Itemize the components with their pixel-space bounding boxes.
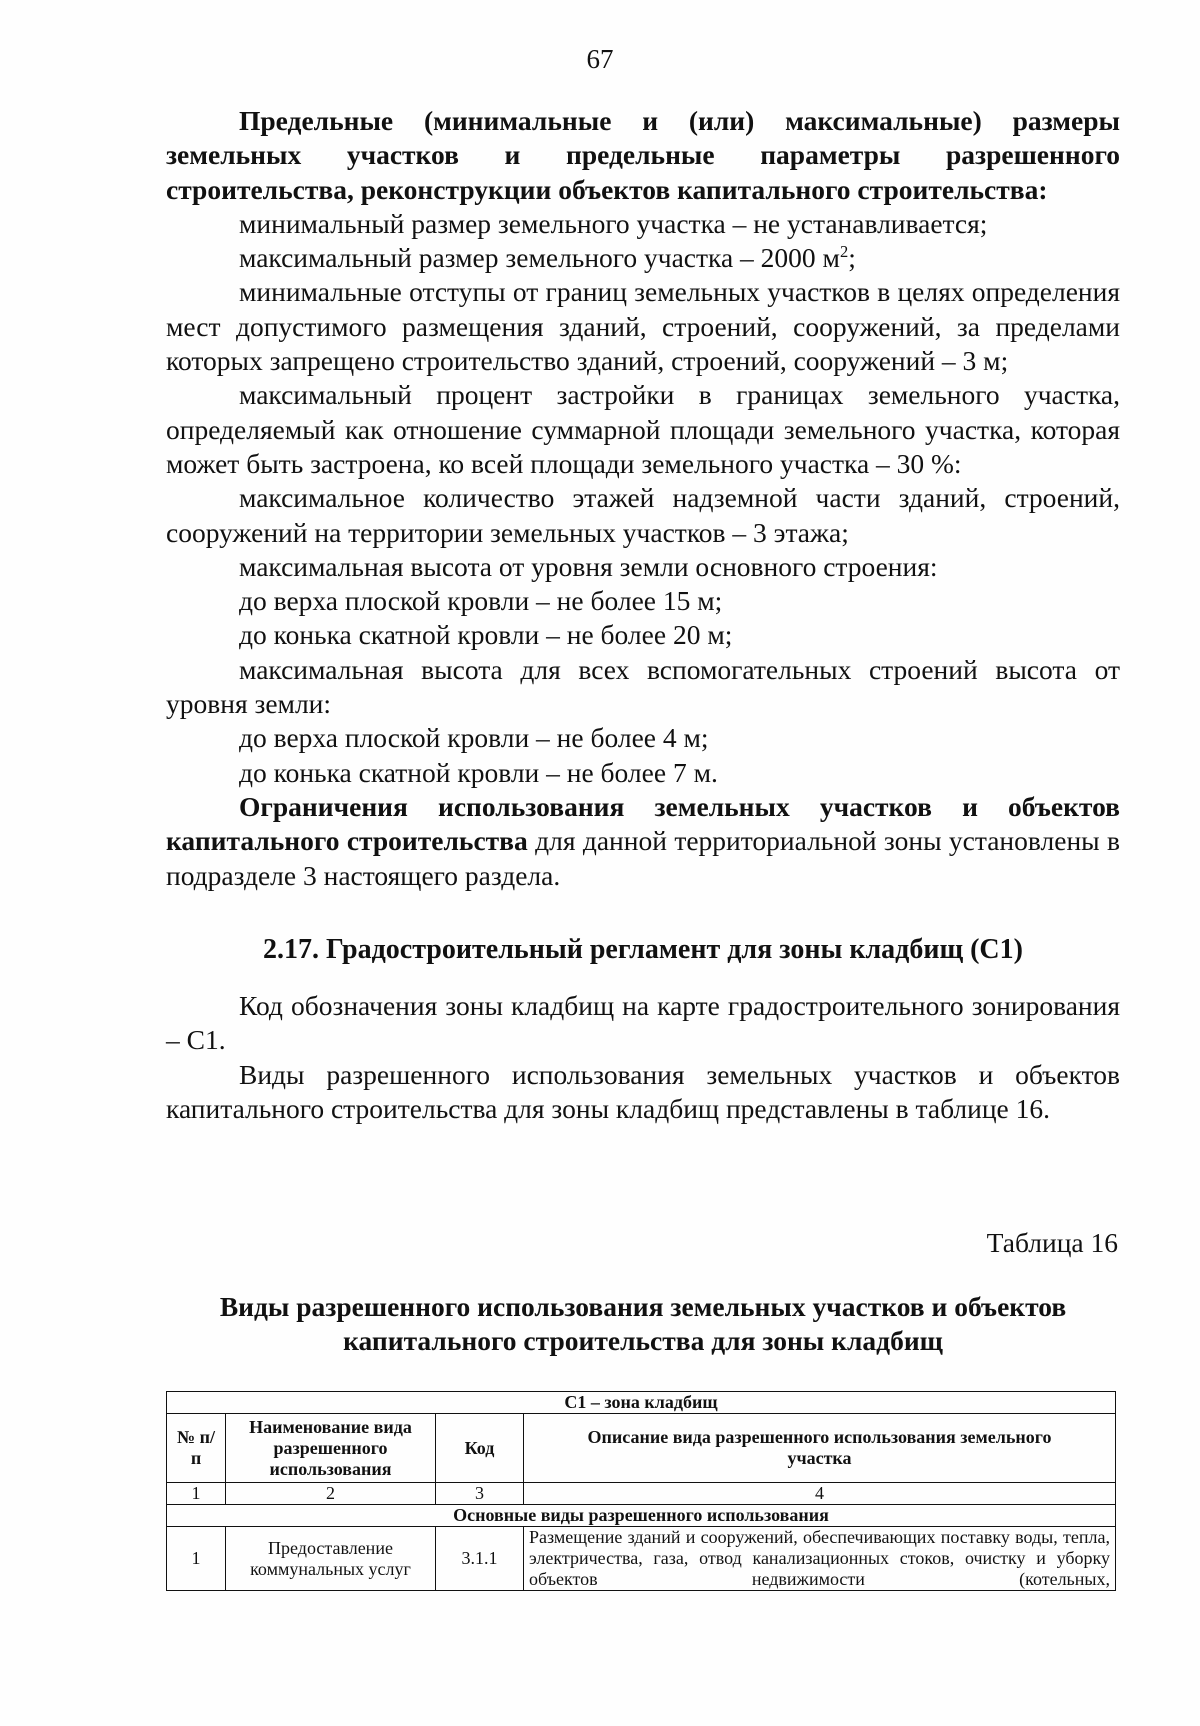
- row-code: 3.1.1: [436, 1527, 524, 1591]
- param-setbacks: минимальные отступы от границ земельных участков в целях определения мест допустимого размещения зданий, строений, сооружений, за пределами которых запрещено строительство зданий, строений, сооружений – 3 м;: [166, 276, 1120, 377]
- header-code: Код: [436, 1414, 524, 1483]
- param-aux-flat: до верха плоской кровли – не более 4 м;: [239, 722, 709, 754]
- section-title: 2.17. Градостроительный регламент для зоны кладбищ (С1): [263, 933, 1023, 965]
- header-num: № п/п: [167, 1414, 226, 1483]
- zone-code-paragraph: Код обозначения зоны кладбищ на карте градостроительного зонирования – С1.: [166, 990, 1120, 1056]
- group-row: [167, 1505, 1116, 1527]
- document-body: [166, 104, 1120, 1126]
- zone-row: [167, 1392, 1116, 1414]
- row-desc: Размещение зданий и сооружений, обеспечивающих поставку воды, тепла, электричества, газа, отвод канализационных стоков, очистку и уборку объектов недвижимости (котельных,: [524, 1527, 1116, 1591]
- param-main-height: максимальная высота от уровня земли основного строения:: [239, 550, 938, 582]
- column-numbers-row: [167, 1483, 1116, 1505]
- row-num: 1: [167, 1527, 226, 1591]
- col-number: 1: [167, 1483, 226, 1505]
- table-number: Таблица 16: [986, 1227, 1118, 1258]
- row-name: Предоставление коммунальных услуг: [226, 1527, 436, 1591]
- land-use-table: [166, 1391, 1116, 1591]
- param-main-pitched: до конька скатной кровли – не более 20 м;: [239, 619, 733, 651]
- param-floors: максимальное количество этажей надземной части зданий, строений, сооружений на территории земельных участков – 3 этажа;: [166, 482, 1120, 548]
- restrictions-paragraph: Ограничения использования земельных участков и объектов капитального строительства для данной территориальной зоны установлены в подразделе 3 настоящего раздела.: [166, 790, 1120, 891]
- col-number: 2: [226, 1483, 436, 1505]
- group-main-cell: Основные виды разрешенного использования: [167, 1505, 1116, 1527]
- param-coverage: максимальный процент застройки в границах земельного участка, определяемый как отношение суммарной площади земельного участка, которая может быть застроена, ко всей площади земельного участка – 30 %:: [166, 379, 1120, 479]
- header-desc: Описание вида разрешенного использования земельного участка: [524, 1414, 1116, 1483]
- params-heading: Предельные (минимальные и (или) максимальные) размеры земельных участков и предельные параметры разрешенного строительства, реконструкции объектов капитального строительства:: [166, 105, 1120, 205]
- header-name: Наименование вида разрешенного использования: [226, 1414, 436, 1483]
- param-aux-pitched: до конька скатной кровли – не более 7 м.: [239, 756, 718, 788]
- param-max-size: максимальный размер земельного участка – 2000 $м^2$;: [239, 242, 856, 274]
- col-number: 4: [524, 1483, 1116, 1505]
- zone-cell: С1 – зона кладбищ: [167, 1392, 1116, 1414]
- param-main-flat: до верха плоской кровли – не более 15 м;: [239, 585, 723, 617]
- types-paragraph: Виды разрешенного использования земельных участков и объектов капитального строительства для зоны кладбищ представлены в таблице 16.: [166, 1058, 1120, 1125]
- page-number: 67: [586, 44, 614, 74]
- param-min-size: минимальный размер земельного участка – не устанавливается;: [239, 207, 988, 239]
- header-row: [167, 1414, 1116, 1483]
- param-aux-height: максимальная высота для всех вспомогательных строений высота от уровня земли:: [166, 653, 1120, 720]
- table-row: [167, 1527, 1116, 1591]
- col-number: 3: [436, 1483, 524, 1505]
- table-title: Виды разрешенного использования земельных участков и объектов капитального строительства для зоны кладбищ: [219, 1291, 1067, 1356]
